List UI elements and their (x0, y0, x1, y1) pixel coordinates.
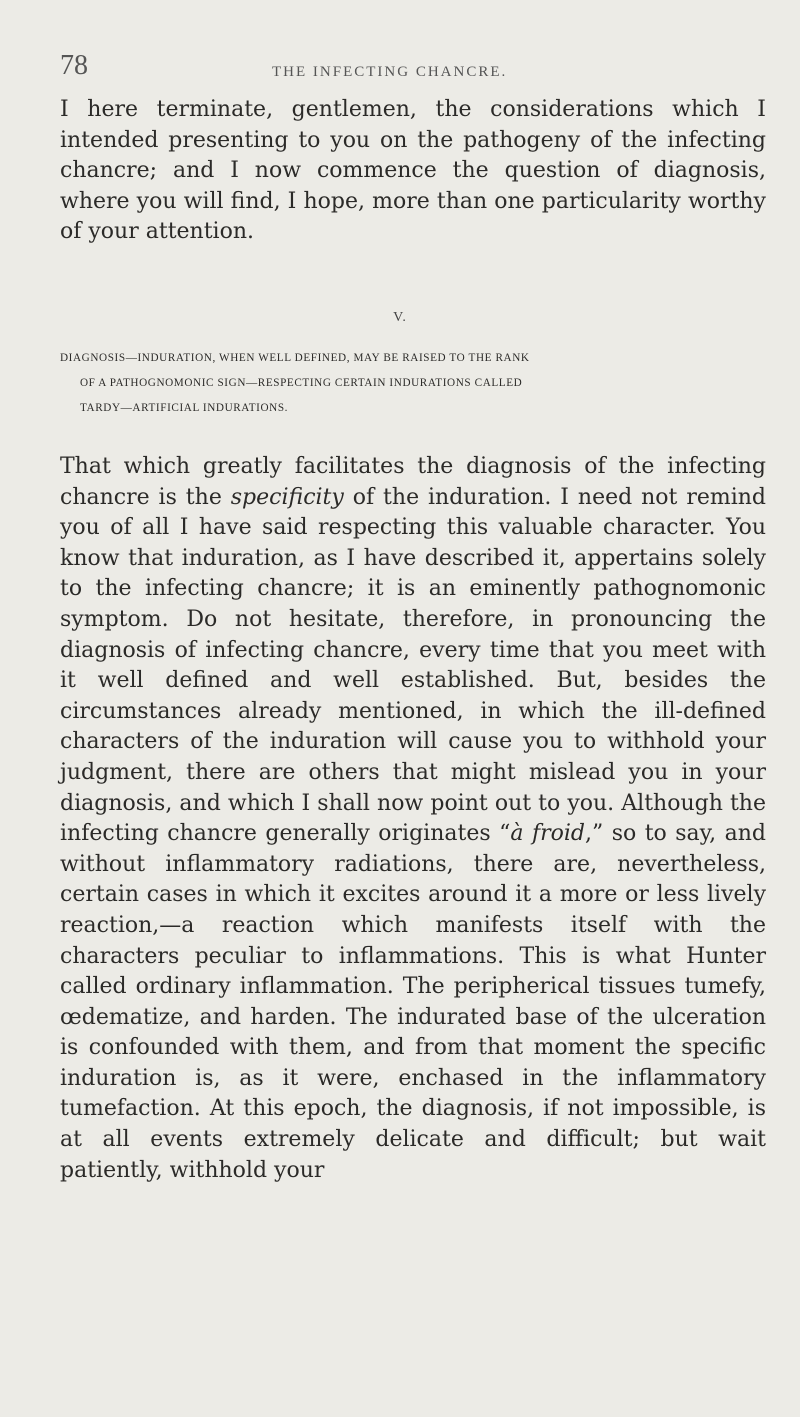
body-text-part-2: of the induration. I need not remind you of all I have said respecting this valuable character. You know that induration, as I have described it, appertains solely to the infecting chancre; it is an eminently pathognomonic symptom. Do not hesitate, therefore, in pronouncing the diagnosis of infecting chancre, every time that you meet with it well defined and well established. But, besides the circumstances already mentioned, in which the ill-defined characters of the induration will cause you to withhold your judgment, there are others that might mislead you in your diagnosis, and which I shall now point out to you. Although the infecting chancre generally originates “ (60, 484, 767, 847)
emphasis-specificity: specificity (230, 484, 344, 510)
section-number: V. (393, 310, 407, 325)
intro-paragraph: I here terminate, gentlemen, the considerations which I intended presenting to you on the pathogeny of the infecting chancre; and I now commence the question of diagnosis, where you will find, I hope, more than one particularity worthy of your attention. (60, 97, 766, 245)
summary-line-3: TARDY—ARTIFICIAL INDURATIONS. (80, 402, 289, 414)
summary-line-2: OF A PATHOGNOMONIC SIGN—RESPECTING CERTAIN INDURATIONS CALLED (80, 377, 523, 389)
running-head: THE INFECTING CHANCRE. (272, 64, 508, 80)
emphasis-a-froid: à froid (510, 821, 585, 847)
page-header (50, 40, 768, 80)
body-text-part-1: That which greatly facilitates the diagnosis of the infecting chancre is the (60, 454, 766, 510)
body-text-part-3: ,” so to say, and without inflammatory radiations, there are, nevertheless, certain cases in which it excites around it a more or less lively reaction,—a reaction which manifests itself with the characters peculiar to inflammations. This is what Hunter called ordinary inflammation. The peripherical tissues tumefy, œdematize, and harden. The indurated base of the ulceration is confounded with them, and from that moment the specific induration is, as it were, enchased in the inflammatory tumefaction. At this epoch, the diagnosis, if not impossible, is at all events extremely delicate and difficult; but wait patiently, withhold your (60, 821, 767, 1183)
body-paragraph (60, 452, 766, 1186)
page-number: 78 (60, 50, 88, 81)
summary-line-1: DIAGNOSIS—INDURATION, WHEN WELL DEFINED, MAY BE RAISED TO THE RANK (60, 352, 530, 364)
section-summary (60, 346, 770, 421)
